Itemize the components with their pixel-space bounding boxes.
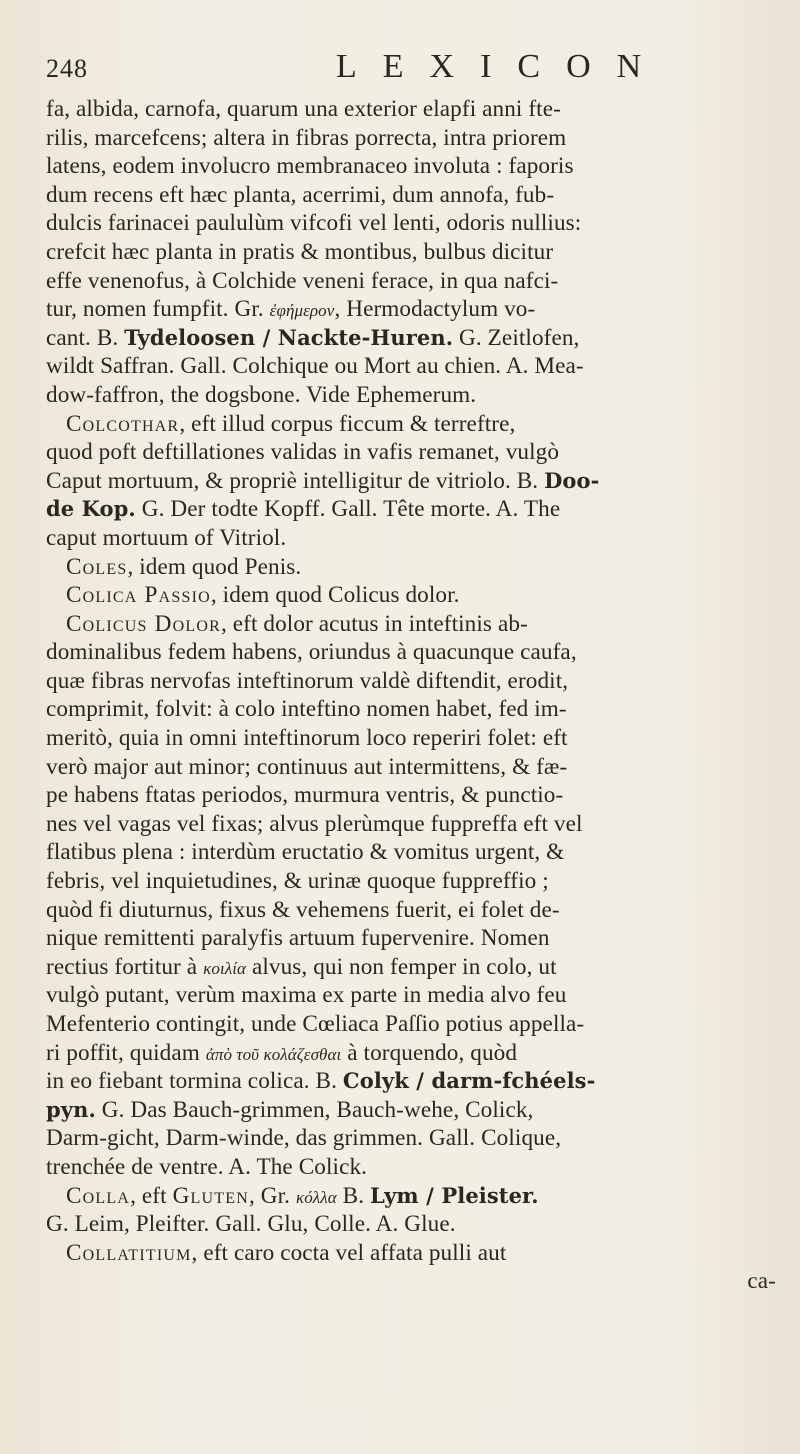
text-line: Mefenterio contingit, unde Cœliaca Paſſio potius appella-: [46, 1011, 585, 1037]
styled-text-sc: Colcothar: [66, 410, 180, 437]
styled-text-i: Cœliaca Paſſio: [302, 1011, 440, 1037]
styled-text-i: trenchée de ventre.: [46, 1153, 224, 1180]
styled-text-bl: Lym / Pleister.: [370, 1182, 539, 1208]
styled-text-gr: ἀπὸ τοῦ κολάζεσθαι: [205, 1044, 342, 1064]
styled-text-gr: κοιλία: [203, 958, 247, 978]
entry-colicus-dolor: Colicus Dolor, eft dolor acutus in inteftinis ab-: [66, 610, 528, 637]
text-line: dum recens eft hæc planta, acerrimi, dum annofa, fub-: [46, 181, 555, 208]
text-line: tur, nomen fumpfit. Gr. ἐφήμερον, Hermodactylum vo-: [46, 296, 536, 323]
text-line: meritò, quia in omni inteftinorum loco reperiri folet: eft: [46, 725, 568, 752]
text-line: de Kop. G. Der todte Kopff. Gall. Tête morte. A. The: [46, 496, 561, 523]
text-line: flatibus plena : interdùm eructatio & vomitus urgent, &: [46, 839, 565, 866]
text-line: Darm-gicht, Darm-winde, das grimmen. Gall. Colique,: [46, 1125, 562, 1152]
running-title: LEXICON: [336, 48, 668, 85]
styled-text-sc: Gluten: [172, 1182, 249, 1209]
text-line: G. Leim, Pleifter. Gall. Glu, Colle. A. Glue.: [46, 1211, 456, 1238]
styled-text-i: Colicus dolor.: [328, 582, 460, 609]
styled-text-i: Glu: [267, 1211, 303, 1238]
styled-text-i: Ephemerum.: [356, 381, 477, 408]
text-line: pyn. G. Das Bauch-grimmen, Bauch-wehe, Colick,: [46, 1096, 534, 1123]
text-line: febris, vel inquietudines, & urinæ quoque fuppreffio ;: [46, 868, 549, 895]
text-line: nique remittenti paralyfis artuum fupervenire. Nomen: [46, 925, 550, 952]
styled-text-sc: Colicus Dolor: [66, 610, 221, 637]
entry-collatitium: Collatitium, eft caro cocta vel affata pulli aut: [66, 1239, 507, 1266]
catchword: ca-: [747, 1268, 776, 1295]
text-line: verò major aut minor; continuus aut intermittens, & fæ-: [46, 753, 568, 780]
text-line: crefcit hæc planta in pratis & montibus, bulbus dicitur: [46, 238, 554, 265]
text-line: in eo fiebant tormina colica. B. Colyk / darm-fchéels-: [46, 1068, 596, 1095]
lexicon-text: [46, 95, 792, 1296]
text-line: quod poft deftillationes validas in vafis remanet, vulgò: [46, 439, 560, 466]
text-line: cant. B. Tydeloosen / Nackte-Huren. G. Zeitlofen,: [46, 324, 580, 351]
entry-colla: Colla, eft Gluten, Gr. κόλλα B. Lym / Pleister.: [66, 1182, 539, 1209]
styled-text-sc: Colla: [66, 1182, 131, 1209]
styled-text-i: Tête morte.: [383, 496, 492, 523]
text-line: ri poffit, quidam ἀπὸ τοῦ κολάζεσθαι à torquendo, quòd: [46, 1039, 518, 1066]
styled-text-i: Colle.: [314, 1211, 371, 1238]
text-line: quæ fibras nervofas inteftinorum valdè diftendit, erodit,: [46, 667, 569, 694]
entry-colcothar: Colcothar, eft illud corpus ficcum & terreftre,: [66, 410, 516, 437]
text-line: vulgò putant, verùm maxima ex parte in media alvo feu: [46, 982, 567, 1009]
text-line: fa, albida, carnofa, quarum una exterior elapfi anni fte-: [46, 96, 561, 122]
styled-text-bl: Doo-: [544, 467, 600, 493]
text-line: effe venenofus, à Colchide veneni ferace, in qua nafci-: [46, 267, 559, 294]
text-line: rilis, marcefcens; altera in fibras porrecta, intra priorem: [46, 124, 567, 151]
entry-colica-passio: Colica Passio, idem quod Colicus dolor.: [66, 582, 460, 609]
styled-text-sc: Colica Passio: [66, 582, 211, 609]
text-line: trenchée de ventre. A. The Colick.: [46, 1153, 368, 1180]
styled-text-gr: ἐφήμερον: [269, 301, 335, 321]
styled-text-bl: Tydeloosen / Nackte-Huren.: [124, 324, 454, 350]
text-line: comprimit, folvit: à colo inteftino nomen habet, fed im-: [46, 696, 567, 723]
text-line: pe habens ftatas periodos, murmura ventris, & punctio-: [46, 782, 564, 809]
text-line: nes vel vagas vel fixas; alvus plerùmque fuppreffa eft vel: [46, 810, 583, 837]
text-line: Caput mortuum, & propriè intelligitur de vitriolo. B. Doo-: [46, 467, 600, 494]
styled-text-i: Colchique ou Mort au chien.: [232, 353, 502, 380]
text-line: dulcis farinacei paululùm vifcofi vel lenti, odoris nullius:: [46, 210, 582, 237]
text-line: dominalibus fedem habens, oriundus à quacunque caufa,: [46, 639, 577, 666]
page-number: 248: [46, 54, 88, 83]
text-line: quòd fi diuturnus, fixus & vehemens fuerit, ei folet de-: [46, 896, 560, 923]
styled-text-bl: de Kop.: [46, 496, 136, 522]
styled-text-bl: pyn.: [46, 1096, 96, 1122]
styled-text-sc: Collatitium: [66, 1239, 192, 1266]
text-line: wildt Saffran. Gall. Colchique ou Mort au chien. A. Mea-: [46, 353, 584, 380]
text-line: dow-faffron, the dogsbone. Vide Ephemerum.: [46, 381, 477, 408]
entry-coles: Coles, idem quod Penis.: [66, 553, 302, 580]
styled-text-bl: Colyk / darm-fchéels-: [342, 1068, 596, 1094]
styled-text-i: Penis.: [244, 553, 302, 580]
text-line: latens, eodem involucro membranaceo involuta : faporis: [46, 153, 574, 180]
styled-text-sc: Coles: [66, 553, 128, 580]
styled-text-i: Colique,: [481, 1125, 562, 1152]
styled-text-i: Caput mortuum: [46, 467, 194, 494]
styled-text-gr: κόλλα: [295, 1187, 337, 1207]
text-line: caput mortuum of Vitriol.: [46, 524, 287, 551]
page-header: [46, 48, 766, 92]
text-line: rectius fortitur à κοιλία alvus, qui non femper in colo, ut: [46, 953, 557, 980]
